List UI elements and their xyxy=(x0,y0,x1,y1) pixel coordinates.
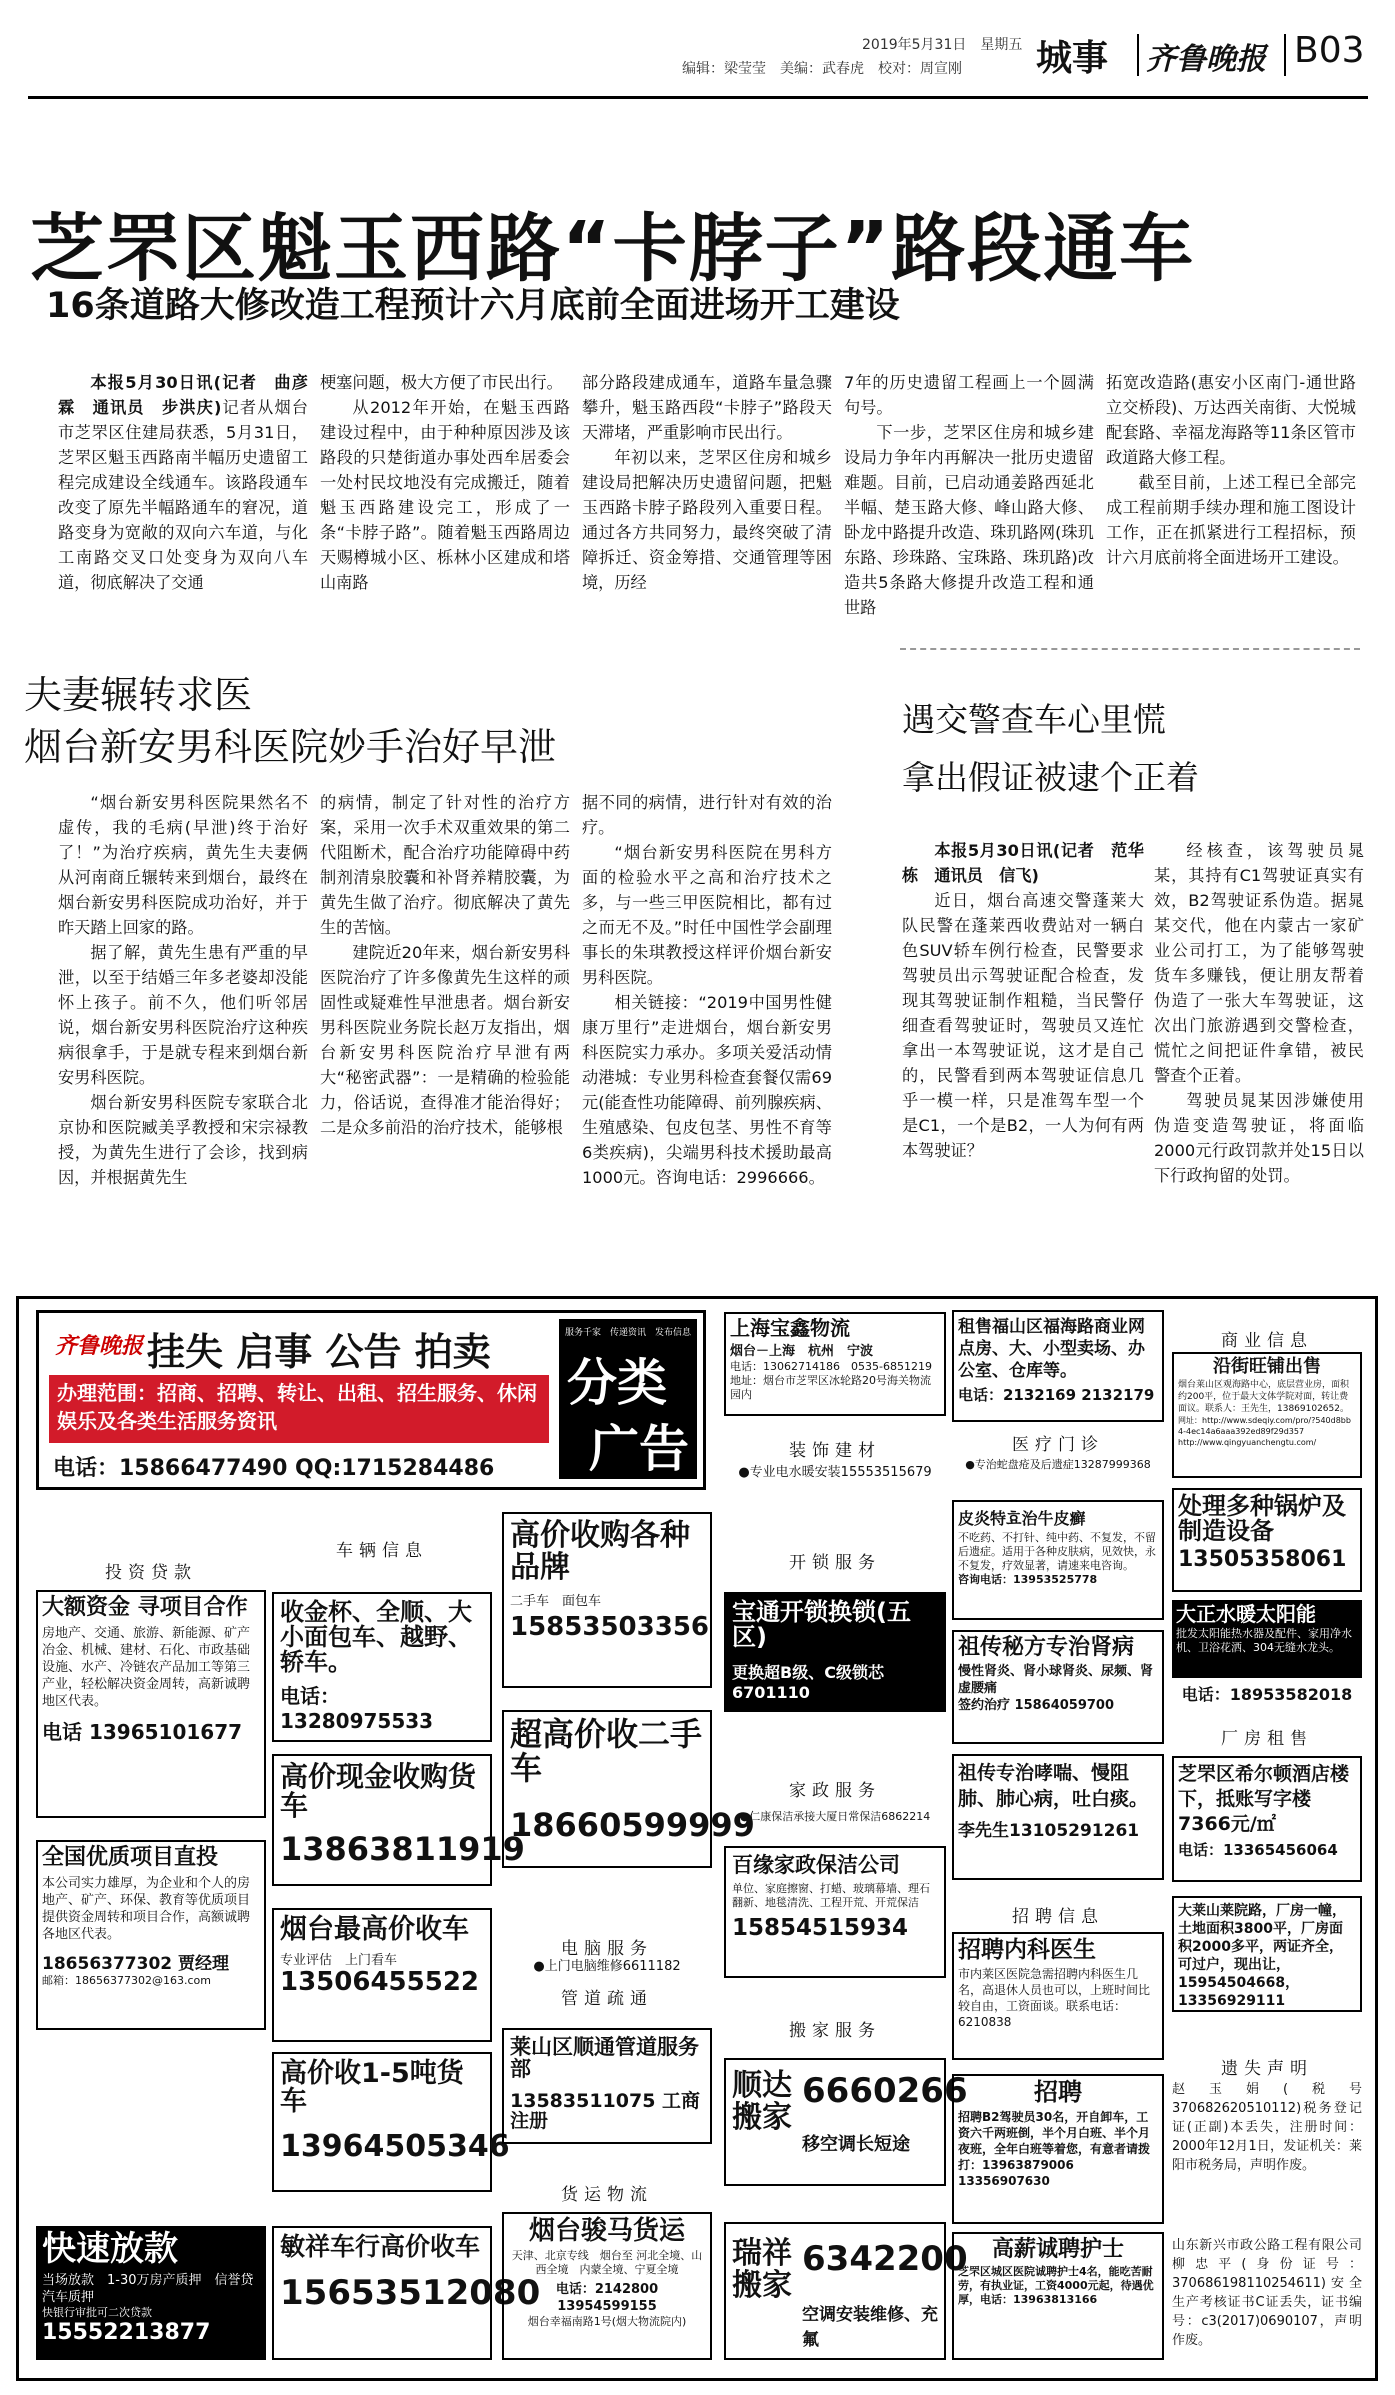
ad-clinic-2-title: 祖传秘方专治肾病 xyxy=(958,1635,1135,1660)
ad-clinic-1-body: 不吃药、不打针、纯中药、不复发，不留后遗症。适用于各种皮肤病，见效快，永不复发，疗效显著，请速来电咨询。 xyxy=(958,1531,1156,1572)
ad-clinic-1 xyxy=(952,1500,1164,1620)
story2-headline-2: 烟台新安男科医院妙手治好早泄 xyxy=(24,725,557,769)
ad-vehicle-4-title: 高价收1-5吨货车 xyxy=(280,2058,464,2118)
ad-main-header xyxy=(36,1310,706,1490)
ad-shanghai-title: 上海宝鑫物流 xyxy=(730,1316,850,1340)
ad-mover-1-sub: 移空调长短途 xyxy=(802,2134,910,2155)
ad-investment-1 xyxy=(36,1590,266,1818)
story2-column-2 xyxy=(320,790,570,1268)
ad-pipe-phone: 13583511075 工商注册 xyxy=(510,2090,701,2133)
story1-column-3 xyxy=(582,370,832,610)
ad-boiler-title: 处理多种锅炉及制造设备 xyxy=(1178,1492,1346,1546)
header-staff: 编辑：梁莹莹 美编：武春虎 校对：周宣刚 xyxy=(682,61,962,77)
category-move: 搬家服务 xyxy=(789,2021,881,2041)
ad-vehicle-3-phone: 13506455522 xyxy=(280,1967,479,1998)
ad-buy-cars-2-phone: 18660599999 xyxy=(510,1806,755,1845)
ad-clinic-2 xyxy=(952,1630,1164,1744)
ad-clinic-3-title: 祖传专治哮喘、慢阻肺、肺心病，吐白痰。 xyxy=(958,1762,1149,1810)
category-clinic: 医疗门诊 xyxy=(1012,1435,1104,1455)
story1-text-2b: 从2012年开始，在魁玉西路建设过程中，由于种种原因涉及该路段的只楚街道办事处西牟居委会一处村民坟地没有完成搬迁，随着魁玉西路建设完工，形成了一条“卡脖子路”。随着魁玉西路周边天赐樽城小区、栎林小区建成和塔山南路 xyxy=(320,398,570,592)
category-freight: 货运物流 xyxy=(561,2185,653,2205)
ad-main-scope: 办理范围：招商、招聘、转让、出租、招生服务、休闲娱乐及各类生活服务资讯 xyxy=(49,1375,549,1443)
ad-factory-2-text: 大莱山莱院路，厂房一幢，土地面积3800平，厂房面积2000多平，两证齐全，可过户，现出让，15954504668，13356929111 xyxy=(1178,1903,1346,2009)
ad-vehicle-1 xyxy=(272,1592,492,1742)
ad-investment-2-title: 全国优质项目直投 xyxy=(42,1845,219,1870)
ad-clinic-3-phone: 李先生13105291261 xyxy=(958,1821,1140,1841)
header-paper-logo: 齐鲁晚报 xyxy=(1146,42,1266,77)
ad-deco-line: ●专业电水暖安装15553515679 xyxy=(738,1465,932,1480)
ad-solar-phone: 电话：18953582018 xyxy=(1181,1685,1353,1704)
ad-vehicle-5-title: 敏祥车行高价收车 xyxy=(280,2232,481,2261)
story1-text-1: 记者从烟台市芝罘区住建局获悉，5月31日，芝罘区魁玉西路南半幅历史遗留工程完成建设全线通车。该路段通车改变了原先半幅路通车的窘况，道路变身为宽敞的双向六车道，与化工南路交叉口处变身为双向八车道，彻底解决了交通 xyxy=(58,398,308,592)
ad-pipe xyxy=(502,2028,712,2144)
ad-shanghai-address: 地址：烟台市芝罘区冰轮路20号海关物流园内 xyxy=(730,1374,931,1401)
ad-investment-1-phone: 电话 13965101677 xyxy=(42,1720,243,1745)
category-deco: 装饰建材 xyxy=(789,1441,881,1461)
story1-column-5 xyxy=(1106,370,1356,610)
ad-fenlei-badge xyxy=(559,1319,697,1479)
ad-main-title: 挂失 启事 公告 拍卖 xyxy=(147,1330,491,1374)
ad-home-phone: 15854515934 xyxy=(732,1915,909,1942)
story1-text-4b: 下一步，芝罘区住房和城乡建设局力争年内再解决一批历史遗留难题。目前，已启动通姜路西延北半幅、楚玉路大修、峰山路大修、卧龙中路提升改造、珠玑路网(珠玑东路、珍珠路、宝珠路、珠玑路)改造共5条路大修提升改造工程和通世路 xyxy=(844,423,1094,617)
ad-rental xyxy=(952,1310,1164,1422)
story2-text-3a: 据不同的病情，进行针对有效的治疗。 xyxy=(582,793,832,837)
ad-job-3-body: 芝罘区城区医院诚聘护士4名，能吃苦耐劳，有执业证，工资4000元起，待遇优厚，电话：13963813166 xyxy=(958,2265,1154,2307)
story3-text-2a: 经核查，该驾驶员晁某，其持有C1驾驶证真实有效，B2驾驶证系伪造。据晁某交代，他在内蒙古一家矿业公司打工，为了能够驾驶货车多赚钱，便让朋友帮着伪造了一张大车驾驶证，这次出门旅游遇到交警检查，慌忙之间把证件拿错，被民警查个正着。 xyxy=(1154,841,1364,1085)
ad-vehicle-1-phone: 电话：13280975533 xyxy=(280,1683,434,1733)
ad-mover-2-title: 瑞祥搬家 xyxy=(732,2236,792,2303)
ad-factory-2 xyxy=(1172,1896,1362,2012)
story1-column-1 xyxy=(58,370,308,610)
story-divider xyxy=(900,648,1360,650)
category-lost: 遗失声明 xyxy=(1221,2059,1313,2079)
category-unlock: 开锁服务 xyxy=(789,1553,881,1573)
ad-factory-1-title: 芝罘区希尔顿酒店楼下，抵账写字楼7366元/㎡ xyxy=(1178,1763,1350,1835)
story2-text-2a: 的病情，制定了针对性的治疗方案，采用一次手术双重效果的第二代阻断术，配合治疗功能障碍中药制剂清泉胶囊和补肾养精胶囊，为黄先生做了治疗。彻底解决了黄先生的苦恼。 xyxy=(320,793,570,937)
story2-column-3 xyxy=(582,790,832,1268)
ad-freight-title: 烟台骏马货运 xyxy=(528,2216,685,2246)
ad-investment-2-body: 本公司实力雄厚，为企业和个人的房地产、矿产、环保、教育等优质项目提供资金周转和项目合作，高额诚聘各地区代表。 xyxy=(42,1876,251,1943)
ad-vehicle-2-phone: 13863811919 xyxy=(280,1829,525,1868)
ad-clinic-1-phone: 咨询电话：13953525778 xyxy=(958,1573,1098,1586)
ad-investment-1-body: 房地产、交通、旅游、新能源、矿产冶金、机械、建材、石化、市政基础设施、水产、冷链农产品加工等第三产业，轻松解决资金周转，高新诚聘地区代表。 xyxy=(42,1626,251,1710)
ad-investment-2-email: 邮箱：18656377302@163.com xyxy=(42,1974,211,1988)
ad-vehicle-4 xyxy=(272,2052,510,2192)
ad-solar-title: 大正水暖太阳能 xyxy=(1176,1602,1316,1626)
notice-lost-1: 赵玉娟(税号370682620510112)税务登记证(正副)本丢失，注册时间：2000年12月1日，发证机关：莱阳市税务局，声明作废。 xyxy=(1172,2082,1362,2173)
ad-vehicle-4-phone: 13964505346 xyxy=(280,2128,510,2164)
ad-quick-loan xyxy=(36,2226,266,2360)
story1-text-5b: 截至目前，上述工程已全部完成工程前期手续办理和施工图设计工作，正在抓紧进行工程招标，预计六月底前将全面进场开工建设。 xyxy=(1106,473,1356,567)
category-vehicle: 车辆信息 xyxy=(336,1541,428,1561)
ad-factory-1-phone: 电话：13365456064 xyxy=(1178,1841,1338,1859)
ad-shop-title: 沿街旺铺出售 xyxy=(1213,1356,1321,1377)
ad-shanghai-logistics xyxy=(724,1312,946,1416)
ad-vehicle-3 xyxy=(272,1908,492,2042)
ad-buy-cars-1 xyxy=(502,1512,712,1688)
category-pipe: 管道疏通 xyxy=(561,1989,653,2009)
ad-fenlei-tag: 服务千家 传递资讯 发布信息 xyxy=(564,1328,691,1338)
ad-job-2-title: 招聘 xyxy=(1034,2078,1082,2106)
ad-job-2-body: 招聘B2驾驶员30名，开自卸车，工资六千两班倒，半个月白班、半个月夜班，全年白班等着您，有意者请拨打：13963879006 13356907630 xyxy=(958,2110,1151,2189)
story1-column-2 xyxy=(320,370,570,610)
category-home: 家政服务 xyxy=(789,1781,881,1801)
category-invest: 投资贷款 xyxy=(105,1563,197,1583)
ad-job-1-title: 招聘内科医生 xyxy=(958,1937,1096,1963)
ad-buy-cars-1-sub: 二手车 面包车 xyxy=(510,1594,602,1609)
ad-fenlei-text-1: 分类 xyxy=(567,1354,667,1412)
story1-headline: 芝罘区魁玉西路“卡脖子”路段通车 xyxy=(30,206,1196,292)
story1-lead: 本报5月30日讯(记者 曲彦霖 通讯员 步洪庆) xyxy=(58,373,308,417)
ad-vehicle-2-title: 高价现金收购货车 xyxy=(280,1760,477,1823)
ad-mover-1-phone: 6660266 xyxy=(802,2071,968,2111)
story3-text-1: 近日，烟台高速交警蓬莱大队民警在蓬莱西收费站对一辆白色SUV轿车例行检查，民警要求驾驶员出示驾驶证配合检查，发现其驾驶证制作粗糙，当民警仔细查看驾驶证时，驾驶员又连忙拿出一本驾驶证说，这才是自己的，民警看到两本驾驶证信息几乎一模一样，只是准驾车型一个是C1，一个是B2，一人为何有两本驾驶证？ xyxy=(902,891,1144,1160)
ad-vehicle-3-title: 烟台最高价收车 xyxy=(280,1914,469,1945)
story2-text-3c: 相关链接：“2019中国男性健康万里行”走进烟台，烟台新安男科医院实力承办。多项关爱活动情动港城：专业男科检查套餐仅需69元(能查性功能障碍、前列腺疾病、生殖感染、包皮包茎、男性不育等6类疾病)，尖端男科技术援助最高1000元。咨询电话：2996666。 xyxy=(582,993,832,1187)
ad-unlock-title: 宝通开锁换锁(五区) xyxy=(732,1598,911,1652)
header-rule xyxy=(28,96,1368,99)
ad-job-3 xyxy=(952,2232,1164,2360)
ad-buy-cars-1-phone: 15853503356 xyxy=(510,1612,709,1642)
ad-shop-sale xyxy=(1172,1352,1362,1478)
ad-pipe-title: 莱山区顺通管道服务部 xyxy=(510,2035,699,2082)
header-section: 城事 xyxy=(1036,38,1109,79)
ad-shanghai-phone: 电话：13062714186 0535-6851219 xyxy=(730,1360,932,1373)
ad-vehicle-5-phone: 15653512080 xyxy=(280,2273,541,2314)
header-page-number: B03 xyxy=(1294,30,1365,71)
category-commerce: 商业信息 xyxy=(1221,1331,1313,1351)
ad-home-service xyxy=(724,1846,946,1978)
ad-unlock xyxy=(724,1592,946,1712)
ad-factory-1 xyxy=(1172,1756,1362,1882)
ad-solar xyxy=(1172,1600,1362,1678)
story2-text-2b: 建院近20年来，烟台新安男科医院治疗了许多像黄先生这样的顽固性或疑难性早泄患者。烟台新安男科医院业务院长赵万友指出，烟台新安男科医院治疗早泄有两大“秘密武器”：一是精确的检验能力，俗话说，查得准才能治得好；二是众多前沿的治疗技术，能够根 xyxy=(320,943,570,1137)
ad-quick-loan-sub: 快银行审批可二次贷款 xyxy=(42,2305,152,2319)
ad-boiler-phone: 13505358061 xyxy=(1178,1547,1347,1573)
header-date: 2019年5月31日 星期五 xyxy=(862,37,1023,53)
ad-freight xyxy=(502,2212,712,2360)
story2-text-1b: 据了解，黄先生患有严重的早泄，以至于结婚三年多老婆却没能怀上孩子。前不久，他们听邻居说，烟台新安男科医院治疗这种疾病很拿手，于是就专程来到烟台新安男科医院。 xyxy=(58,943,308,1087)
ad-clinic-3 xyxy=(952,1754,1164,1880)
ad-shop-body: 烟台莱山区观海路中心，底层营业房，面积约200平，位于最大文体学院对面，转让费面议。联系人：王先生，13869102652。 xyxy=(1178,1379,1350,1414)
ad-home-body: 单位、家庭擦窗、打蜡、玻璃幕墙、理石翻新、地毯清洗、工程开荒、开荒保洁 xyxy=(732,1882,930,1910)
story3-column-1 xyxy=(902,838,1144,1268)
story3-headline-2: 拿出假证被逮个正着 xyxy=(902,758,1199,797)
ad-shop-web: 网址：http://www.sdeqiy.com/pro/?540d8bb4-4ec14a6aaa392ed89f29d357 xyxy=(1178,1415,1351,1436)
ad-main-phone: 电话：15866477490 QQ:1715284486 xyxy=(53,1456,495,1481)
category-factory: 厂房租售 xyxy=(1221,1729,1313,1749)
story1-text-3a: 部分路段建成通车，道路车量急骤攀升，魁玉路西段“卡脖子”路段天天滞堵，严重影响市民出行。 xyxy=(582,373,832,442)
ad-clinic-2-phone: 签约治疗 15864059700 xyxy=(958,1698,1115,1714)
ad-boiler xyxy=(1172,1488,1362,1592)
ad-job-1 xyxy=(952,1932,1164,2060)
story3-text-2b: 驾驶员晁某因涉嫌使用伪造变造驾驶证，将面临2000元行政罚款并处15日以下行政拘留的处罚。 xyxy=(1154,1091,1364,1185)
ad-buy-cars-2-title: 超高价收二手车 xyxy=(510,1715,703,1787)
ad-investment-1-title: 大额资金 寻项目合作 xyxy=(42,1595,248,1620)
ad-job-2 xyxy=(952,2074,1164,2224)
story2-text-3b: “烟台新安男科医院在男科方面的检验水平之高和治疗技术之多，与一些三甲医院相比，都有过之而无不及。”时任中国性学会副理事长的朱琪教授这样评价烟台新安男科医院。 xyxy=(582,843,832,987)
ad-freight-body: 天津、北京专线 烟台至 河北全境、山西全境 内蒙全境、宁夏全境 xyxy=(511,2249,703,2277)
category-job: 招聘信息 xyxy=(1012,1907,1104,1927)
ad-clinic-1-title: 皮炎特효治牛皮癣 xyxy=(958,1509,1086,1528)
story1-text-5a: 拓宽改造路(惠安小区南门-通世路立交桥段)、万达西关南街、大悦城配套路、幸福龙海路等11条区管市政道路大修工程。 xyxy=(1106,373,1356,467)
story3-column-2 xyxy=(1154,838,1364,1268)
ad-rental-title: 租售福山区福海路商业网点房、大、小型卖场、办公室、仓库等。 xyxy=(958,1317,1145,1381)
ad-shop-web-2: http://www.qingyuanchengtu.com/ xyxy=(1178,1437,1317,1447)
ad-buy-cars-2 xyxy=(502,1710,755,1868)
story2-headline-1: 夫妻辗转求医 xyxy=(24,673,253,717)
ad-fenlei-text-2: 广告 xyxy=(589,1420,689,1478)
story2-text-1c: 烟台新安男科医院专家联合北京协和医院臧美孚教授和宋宗禄教授，为黄先生进行了会诊，找到病因，并根据黄先生 xyxy=(58,1093,308,1187)
ad-investment-2-phone: 18656377302 贾经理 xyxy=(42,1954,230,1975)
story3-headline-1: 遇交警查车心里慌 xyxy=(902,700,1166,739)
ad-clinic-2-body: 慢性肾炎、肾小球肾炎、尿频、肾虚腰痛 xyxy=(958,1664,1154,1697)
ad-investment-2 xyxy=(36,1840,266,2030)
ad-mover-1 xyxy=(724,2058,968,2186)
ad-vehicle-5 xyxy=(272,2226,541,2360)
ad-job-3-title: 高薪诚聘护士 xyxy=(991,2237,1124,2262)
ad-vehicle-3-sub: 专业评估 上门看车 xyxy=(280,1953,398,1969)
header-divider-2 xyxy=(1284,34,1286,76)
ad-vehicle-2 xyxy=(272,1754,525,1886)
story2-column-1 xyxy=(58,790,308,1268)
ad-quick-loan-phone: 15552213877 xyxy=(42,2319,211,2345)
ad-freight-phone: 电话：2142800 13954599155 xyxy=(555,2282,672,2315)
ad-quick-loan-body: 当场放款 1-30万房产质押 信誉贷汽车质押 xyxy=(42,2272,254,2305)
ad-home-title: 百缘家政保洁公司 xyxy=(732,1853,900,1877)
story3-lead: 本报5月30日讯(记者 范华栋 通讯员 信飞) xyxy=(902,841,1144,885)
ad-mover-2-phone: 6342200 xyxy=(802,2239,968,2279)
ad-pc-repair: ●上门电脑维修6611182 xyxy=(533,1959,681,1974)
ad-freight-address: 烟台幸福南路1号(烟大物流院内) xyxy=(527,2315,687,2329)
story1-column-4 xyxy=(844,370,1094,617)
ad-job-1-body: 市内莱区医院急需招聘内科医生几名，高退休人员也可以，上班时间比较自由，工资面谈。联系电话：6210838 xyxy=(958,1967,1151,2030)
story1-text-4a: 7年的历史遗留工程画上一个圆满句号。 xyxy=(844,373,1094,417)
story1-text-2a: 梗塞问题，极大方便了市民出行。 xyxy=(320,373,563,392)
ad-clinic-line: ●专治蛇盘疮及后遗症13287999368 xyxy=(965,1458,1151,1471)
story1-text-3b: 年初以来，芝罘区住房和城乡建设局把解决历史遗留问题，把魁玉西路卡脖子路段列入重要日程。通过各方共同努力，最终突破了清障拆迁、资金筹措、交通管理等困境，历经 xyxy=(582,448,832,592)
ad-solar-body: 批发太阳能热水器及配件、家用净水机、卫浴花洒、304无缝水龙头。 xyxy=(1176,1627,1352,1654)
ad-vehicle-1-title: 收金杯、全顺、大小面包车、越野、轿车。 xyxy=(280,1598,472,1677)
ad-buy-cars-1-title: 高价收购各种品牌 xyxy=(510,1518,690,1585)
ad-home-line: ●仁康保洁承接大厦日常保洁6862214 xyxy=(739,1810,931,1823)
notice-lost-2: 山东新兴市政公路工程有限公司柳忠平(身份证号：370686198110254611)安全生产考核证书C证丢失，证书编号：c3(2017)0690107，声明作废。 xyxy=(1172,2238,1362,2348)
story1-subhead: 16条道路大修改造工程预计六月底前全面进场开工建设 xyxy=(46,286,900,326)
ad-mover-1-title: 顺达搬家 xyxy=(732,2068,792,2135)
header-divider-1 xyxy=(1137,34,1139,76)
ad-shanghai-route: 烟台－上海 杭州 宁波 xyxy=(730,1344,874,1359)
story2-text-1a: “烟台新安男科医院果然名不虚传，我的毛病(早泄)终于治好了！”为治疗疾病，黄先生夫妻俩从河南商丘辗转来到烟台，最终在烟台新安男科医院成功治好，并于昨天踏上回家的路。 xyxy=(58,793,308,937)
ad-mover-2-sub: 空调安装维修、充氟 xyxy=(802,2305,938,2350)
ad-brand-logo: 齐鲁晚报 xyxy=(55,1333,144,1359)
ad-mover-2 xyxy=(724,2222,968,2360)
ad-unlock-phone: 更换超B级、C级锁芯6701110 xyxy=(732,1663,884,1703)
category-pc: 电脑服务 xyxy=(561,1939,653,1959)
ad-quick-loan-title: 快速放款 xyxy=(42,2229,178,2269)
ad-rental-phone: 电话：2132169 2132179 xyxy=(958,1386,1155,1404)
